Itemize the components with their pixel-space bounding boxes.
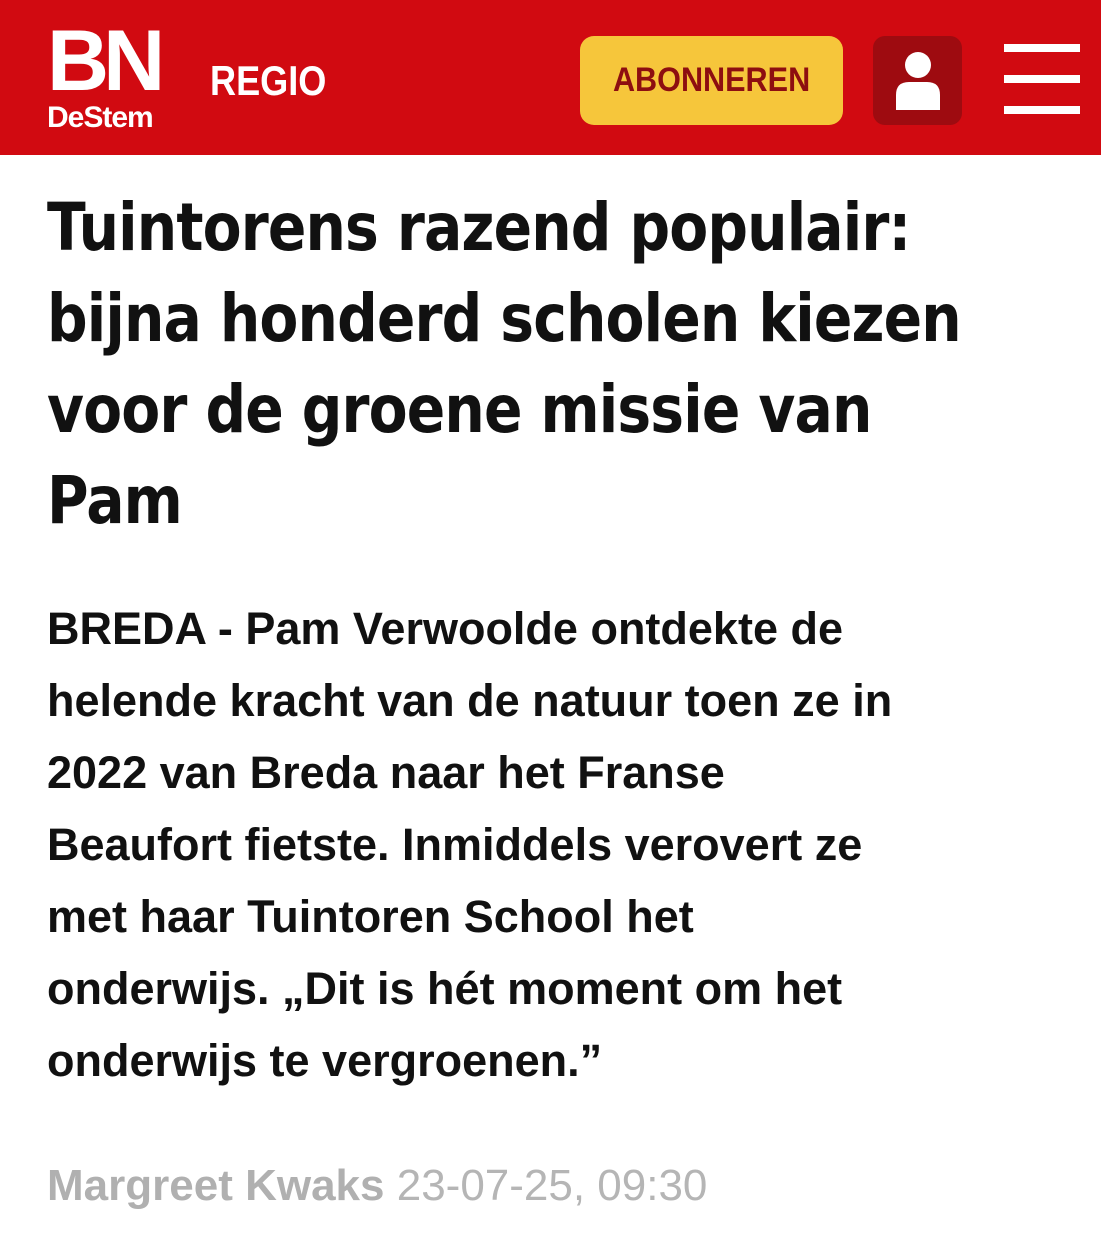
headline-line: Pam [47,462,182,539]
hamburger-menu-icon [1004,75,1080,83]
headline-line: Tuintorens razend populair: [47,189,911,266]
publish-date: 23-07-25, 09:30 [396,1161,708,1210]
article-byline [47,1160,707,1212]
hamburger-menu-icon [1004,44,1080,52]
lead-line: met haar Tuintoren School het [47,891,694,942]
site-logo[interactable]: BN [47,13,160,109]
lead-line: onderwijs. „Dit is hét moment om het [47,963,843,1014]
menu-button[interactable] [1004,44,1080,114]
headline-line: bijna honderd scholen kiezen [47,280,961,357]
author-name[interactable]: Margreet Kwaks [47,1161,385,1210]
headline-line: voor de groene missie van [47,371,872,448]
section-title[interactable]: REGIO [210,57,327,104]
subscribe-button[interactable] [580,36,843,125]
article-lead [47,593,1077,1097]
article-headline [47,182,1057,546]
lead-line: onderwijs te vergroenen.” [47,1035,603,1086]
lead-line: helende kracht van de natuur toen ze in [47,675,893,726]
lead-line: 2022 van Breda naar het Franse [47,747,725,798]
subscribe-button-label: ABONNEREN [612,61,811,99]
lead-line: Beaufort fietste. Inmiddels verovert ze [47,819,863,870]
site-logo-subtitle[interactable]: DeStem [47,101,153,134]
site-header [0,0,1101,155]
lead-line: BREDA - Pam Verwoolde ontdekte de [47,603,843,654]
user-icon [893,50,943,112]
account-button[interactable] [873,36,962,125]
hamburger-menu-icon [1004,106,1080,114]
